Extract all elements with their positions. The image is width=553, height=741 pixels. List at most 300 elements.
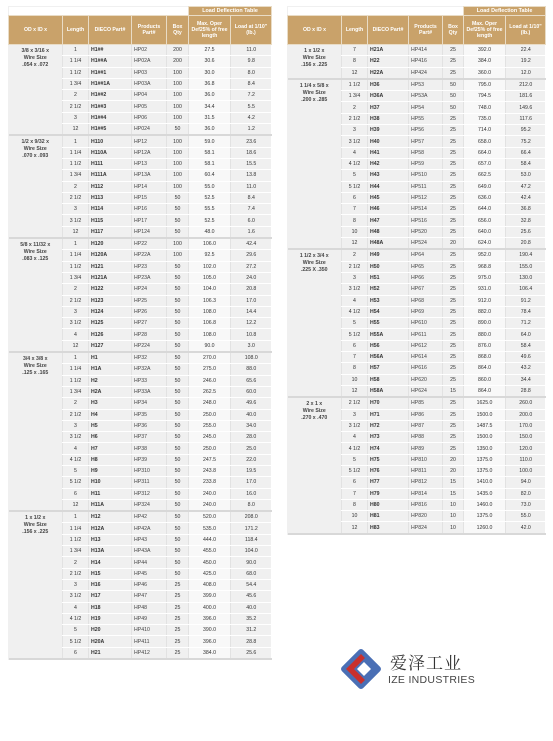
cell-dieco-part: H48A [368, 238, 409, 250]
cell-length: 6 [63, 647, 89, 659]
cell-load: 49.6 [231, 398, 272, 409]
cell-length: 6 [342, 340, 368, 351]
cell-load: 19.5 [231, 465, 272, 476]
cell-load: 27.2 [231, 261, 272, 272]
cell-box-qty: 100 [167, 101, 189, 112]
cell-max-oper-def: 240.0 [189, 499, 231, 511]
cell-box-qty: 50 [167, 352, 189, 364]
cell-max-oper-def: 1625.0 [464, 397, 506, 409]
cell-length: 4 1/2 [342, 443, 368, 454]
cell-products-part: HP53 [409, 79, 443, 91]
cell-max-oper-def: 250.0 [189, 443, 231, 454]
table-right [287, 6, 546, 535]
cell-load: 82.0 [506, 488, 546, 499]
cell-products-part: HP03A [132, 78, 167, 89]
cell-load: 25.6 [506, 226, 546, 237]
cell-box-qty: 100 [167, 78, 189, 89]
cell-box-qty: 50 [167, 204, 189, 215]
cell-load: 45.6 [231, 591, 272, 602]
cell-max-oper-def: 246.0 [189, 375, 231, 386]
cell-dieco-part: H20 [89, 625, 132, 636]
table-row [9, 352, 272, 364]
cell-max-oper-def: 520.0 [189, 511, 231, 523]
cell-max-oper-def: 880.0 [464, 329, 506, 340]
cell-box-qty: 100 [167, 112, 189, 123]
cell-box-qty: 50 [167, 398, 189, 409]
cell-box-qty: 100 [167, 147, 189, 158]
cell-products-part: HP64 [409, 249, 443, 261]
cell-products-part: HP514 [409, 204, 443, 215]
cell-products-part: HP22 [132, 238, 167, 250]
cell-length: 2 [63, 557, 89, 568]
cell-load: 23.6 [231, 135, 272, 147]
cell-box-qty: 100 [167, 238, 189, 250]
logo-chinese-text: 爱泽工业 [390, 654, 462, 674]
cell-dieco-part: H117 [89, 226, 132, 238]
cell-box-qty: 100 [167, 135, 189, 147]
cell-products-part: HP424 [409, 67, 443, 79]
cell-load: 28.8 [231, 636, 272, 647]
col-od-id: OD x ID x [9, 16, 63, 45]
cell-box-qty: 25 [443, 420, 464, 431]
cell-box-qty: 50 [167, 523, 189, 534]
cell-load: 28.0 [231, 432, 272, 443]
cell-box-qty: 50 [167, 340, 189, 352]
cell-dieco-part: H114 [89, 204, 132, 215]
size-group-size: 3/4 x 3/8 x [22, 356, 48, 363]
cell-load: 42.0 [506, 522, 546, 534]
cell-products-part: HP814 [409, 488, 443, 499]
cell-length: 1 [63, 45, 89, 56]
cell-length: 1 1/4 [63, 147, 89, 158]
cell-products-part: HP35 [132, 409, 167, 420]
cell-load: 95.2 [506, 125, 546, 136]
cell-load: 120.0 [506, 443, 546, 454]
size-group-label [288, 249, 342, 397]
cell-dieco-part: H123 [89, 295, 132, 306]
cell-load: 7.4 [231, 204, 272, 215]
cell-dieco-part: H13A [89, 546, 132, 557]
cell-max-oper-def: 106.3 [189, 295, 231, 306]
cell-products-part: HP68 [409, 295, 443, 306]
cell-load: 19.2 [506, 56, 546, 67]
col-products: Products Part# [132, 16, 167, 45]
cell-load: 43.2 [506, 363, 546, 374]
cell-max-oper-def: 34.4 [189, 101, 231, 112]
cell-products-part: HP324 [132, 499, 167, 511]
cell-dieco-part: H4 [89, 409, 132, 420]
cell-max-oper-def: 104.0 [189, 284, 231, 295]
cell-max-oper-def: 714.0 [464, 125, 506, 136]
cell-dieco-part: H121A [89, 272, 132, 283]
cell-max-oper-def: 882.0 [464, 306, 506, 317]
cell-max-oper-def: 876.0 [464, 340, 506, 351]
cell-dieco-part: H1##3 [89, 101, 132, 112]
cell-length: 12 [342, 67, 368, 79]
cell-load: 12.0 [506, 67, 546, 79]
cell-length: 12 [63, 226, 89, 238]
size-group-dims: .083 x .125 [22, 256, 49, 263]
cell-length: 1 1/2 [63, 158, 89, 169]
cell-max-oper-def: 396.0 [189, 636, 231, 647]
cell-load: 42.4 [231, 238, 272, 250]
cell-box-qty: 100 [167, 170, 189, 181]
cell-max-oper-def: 270.0 [189, 352, 231, 364]
cell-dieco-part: H58 [368, 374, 409, 385]
cell-load: 90.0 [231, 557, 272, 568]
cell-products-part: HP610 [409, 318, 443, 329]
cell-dieco-part: H75 [368, 454, 409, 465]
cell-load: 17.0 [231, 477, 272, 488]
cell-products-part: HP414 [409, 45, 443, 56]
cell-max-oper-def: 952.0 [464, 249, 506, 261]
cell-dieco-part: H41 [368, 147, 409, 158]
cell-box-qty: 25 [443, 397, 464, 409]
cell-box-qty: 50 [443, 102, 464, 113]
cell-box-qty: 50 [167, 568, 189, 579]
cell-load: 25.6 [231, 647, 272, 659]
cell-max-oper-def: 860.0 [464, 374, 506, 385]
cell-max-oper-def: 233.8 [189, 477, 231, 488]
cell-products-part: HP410 [132, 625, 167, 636]
cell-dieco-part: H56 [368, 340, 409, 351]
cell-dieco-part: H122 [89, 284, 132, 295]
cell-products-part: HP17 [132, 215, 167, 226]
cell-load: 8.0 [231, 499, 272, 511]
cell-max-oper-def: 30.6 [189, 56, 231, 67]
cell-box-qty: 50 [167, 488, 189, 499]
cell-products-part: HP86 [409, 409, 443, 420]
cell-box-qty: 25 [443, 261, 464, 272]
size-group-dims: .070 x .093 [22, 153, 49, 160]
cell-dieco-part: H45 [368, 192, 409, 203]
cell-box-qty: 50 [443, 91, 464, 102]
size-group-size: 3/8 x 3/16 x [21, 48, 49, 54]
cell-dieco-part: H9 [89, 465, 132, 476]
cell-products-part: HP04 [132, 90, 167, 101]
cell-dieco-part: H1##2 [89, 90, 132, 101]
cell-box-qty: 25 [443, 136, 464, 147]
cell-dieco-part: H83 [368, 522, 409, 534]
cell-products-part: HP46 [132, 579, 167, 590]
cell-load: 22.0 [231, 454, 272, 465]
ize-logo [338, 646, 498, 692]
cell-dieco-part: H13 [89, 534, 132, 545]
load-deflection-header: Load Deflection Table [189, 7, 272, 16]
cell-length: 3 [63, 579, 89, 590]
cell-length: 4 1/2 [63, 454, 89, 465]
size-group-size: 1/2 x 9/32 x [21, 139, 49, 146]
cell-box-qty: 50 [167, 284, 189, 295]
cell-length: 2 1/2 [63, 192, 89, 203]
cell-length: 2 [63, 90, 89, 101]
cell-max-oper-def: 656.0 [464, 215, 506, 226]
cell-max-oper-def: 255.0 [189, 420, 231, 431]
cell-length: 1 [63, 238, 89, 250]
cell-max-oper-def: 106.8 [189, 318, 231, 329]
cell-dieco-part: H112 [89, 181, 132, 192]
cell-products-part: HP05 [132, 101, 167, 112]
cell-dieco-part: H81 [368, 511, 409, 522]
cell-dieco-part: H54 [368, 306, 409, 317]
cell-dieco-part: H11 [89, 488, 132, 499]
cell-box-qty: 15 [443, 477, 464, 488]
cell-length: 8 [342, 215, 368, 226]
cell-dieco-part: H14 [89, 557, 132, 568]
cell-box-qty: 100 [167, 158, 189, 169]
col-dieco: DIECO Part# [89, 16, 132, 45]
cell-products-part: HP49 [132, 613, 167, 624]
cell-dieco-part: H20A [89, 636, 132, 647]
ize-logo-icon [338, 646, 384, 692]
cell-max-oper-def: 108.0 [189, 306, 231, 317]
cell-max-oper-def: 455.0 [189, 546, 231, 557]
cell-products-part: HP624 [409, 385, 443, 397]
cell-load: 78.4 [506, 306, 546, 317]
cell-load: 91.2 [506, 295, 546, 306]
cell-load: 8.0 [231, 67, 272, 78]
cell-products-part: HP55 [409, 113, 443, 124]
cell-dieco-part: H44 [368, 181, 409, 192]
cell-box-qty: 50 [167, 261, 189, 272]
table-row [9, 238, 272, 250]
cell-dieco-part: H19 [89, 613, 132, 624]
cell-box-qty: 10 [443, 522, 464, 534]
cell-products-part: HP67 [409, 284, 443, 295]
cell-products-part: HP69 [409, 306, 443, 317]
cell-max-oper-def: 664.0 [464, 147, 506, 158]
size-group-dims: .200 x .285 [301, 96, 328, 103]
cell-load: 20.8 [231, 284, 272, 295]
cell-dieco-part: H1##5 [89, 124, 132, 136]
cell-max-oper-def: 624.0 [464, 238, 506, 250]
cell-load: 75.2 [506, 136, 546, 147]
cell-max-oper-def: 636.0 [464, 192, 506, 203]
cell-box-qty: 25 [167, 613, 189, 624]
cell-load: 8.4 [231, 78, 272, 89]
cell-dieco-part: H77 [368, 477, 409, 488]
size-group-label [9, 45, 63, 136]
cell-box-qty: 25 [443, 249, 464, 261]
cell-load: 190.4 [506, 249, 546, 261]
cell-box-qty: 200 [167, 45, 189, 56]
cell-box-qty: 25 [443, 45, 464, 56]
cell-max-oper-def: 30.0 [189, 67, 231, 78]
cell-load: 106.4 [506, 284, 546, 295]
cell-box-qty: 50 [167, 295, 189, 306]
size-group-label [9, 135, 63, 238]
cell-products-part: HP38 [132, 443, 167, 454]
cell-box-qty: 50 [167, 465, 189, 476]
cell-max-oper-def: 968.8 [464, 261, 506, 272]
cell-load: 35.2 [231, 613, 272, 624]
cell-box-qty: 25 [167, 602, 189, 613]
cell-load: 260.0 [506, 397, 546, 409]
cell-length: 7 [342, 352, 368, 363]
cell-max-oper-def: 55.5 [189, 204, 231, 215]
cell-products-part: HP13A [132, 170, 167, 181]
cell-products-part: HP24 [132, 284, 167, 295]
cell-load: 208.0 [231, 511, 272, 523]
cell-products-part: HP39 [132, 454, 167, 465]
cell-max-oper-def: 243.8 [189, 465, 231, 476]
cell-length: 12 [342, 522, 368, 534]
cell-box-qty: 50 [167, 432, 189, 443]
cell-box-qty: 200 [167, 56, 189, 67]
cell-length: 1 1/2 [63, 375, 89, 386]
cell-load: 118.4 [231, 534, 272, 545]
cell-length: 8 [342, 499, 368, 510]
table-row [288, 45, 546, 56]
cell-length: 5 1/2 [63, 477, 89, 488]
cell-dieco-part: H111 [89, 158, 132, 169]
cell-products-part: HP06 [132, 112, 167, 123]
cell-products-part: HP12 [132, 135, 167, 147]
cell-length: 5 1/2 [342, 465, 368, 476]
size-group-wire: Wire Size [302, 260, 326, 267]
cell-max-oper-def: 1350.0 [464, 443, 506, 454]
cell-dieco-part: H3 [89, 398, 132, 409]
cell-load: 117.6 [506, 113, 546, 124]
cell-load: 110.0 [506, 454, 546, 465]
cell-products-part: HP34 [132, 398, 167, 409]
cell-load: 200.0 [506, 409, 546, 420]
cell-load: 1.6 [231, 226, 272, 238]
cell-dieco-part: H124 [89, 306, 132, 317]
size-group-label [9, 238, 63, 352]
cell-dieco-part: H1##1 [89, 67, 132, 78]
cell-max-oper-def: 658.0 [464, 136, 506, 147]
cell-length: 12 [63, 340, 89, 352]
cell-products-part: HP810 [409, 454, 443, 465]
cell-length: 1 1/2 [63, 261, 89, 272]
cell-products-part: HP310 [132, 465, 167, 476]
cell-max-oper-def: 396.0 [189, 613, 231, 624]
cell-length: 3 1/2 [63, 318, 89, 329]
cell-load: 4.2 [231, 112, 272, 123]
cell-dieco-part: H1##1A [89, 78, 132, 89]
cell-box-qty: 50 [167, 557, 189, 568]
cell-dieco-part: H46 [368, 204, 409, 215]
table-row [9, 511, 272, 523]
cell-max-oper-def: 392.0 [464, 45, 506, 56]
cell-products-part: HP512 [409, 192, 443, 203]
cell-dieco-part: H74 [368, 443, 409, 454]
cell-length: 3 [63, 306, 89, 317]
cell-dieco-part: H39 [368, 125, 409, 136]
cell-max-oper-def: 52.5 [189, 215, 231, 226]
cell-dieco-part: H1 [89, 352, 132, 364]
cell-length: 10 [342, 374, 368, 385]
cell-box-qty: 25 [443, 125, 464, 136]
cell-products-part: HP25 [132, 295, 167, 306]
cell-box-qty: 50 [167, 226, 189, 238]
cell-length: 1 3/4 [63, 386, 89, 397]
cell-products-part: HP812 [409, 477, 443, 488]
cell-dieco-part: H76 [368, 465, 409, 476]
cell-length: 3 [342, 409, 368, 420]
cell-dieco-part: H110A [89, 147, 132, 158]
cell-max-oper-def: 864.0 [464, 385, 506, 397]
cell-dieco-part: H53 [368, 295, 409, 306]
cell-products-part: HP824 [409, 522, 443, 534]
cell-box-qty: 25 [167, 591, 189, 602]
cell-dieco-part: H22A [368, 67, 409, 79]
cell-load: 10.8 [231, 329, 272, 340]
cell-length: 4 1/2 [342, 158, 368, 169]
cell-max-oper-def: 262.5 [189, 386, 231, 397]
cell-load: 8.4 [231, 192, 272, 203]
cell-box-qty: 25 [443, 352, 464, 363]
cell-products-part: HP58 [409, 147, 443, 158]
cell-dieco-part: H55 [368, 318, 409, 329]
cell-products-part: HP22A [132, 250, 167, 261]
cell-load: 66.4 [506, 147, 546, 158]
cell-length: 2 1/2 [63, 295, 89, 306]
cell-length: 5 [342, 318, 368, 329]
cell-max-oper-def: 975.0 [464, 272, 506, 283]
cell-box-qty: 25 [443, 432, 464, 443]
size-group-size: 1 1/2 x 3/4 x [299, 253, 329, 260]
cell-length: 1 1/4 [63, 250, 89, 261]
cell-box-qty: 15 [443, 488, 464, 499]
cell-load: 155.0 [506, 261, 546, 272]
cell-max-oper-def: 55.0 [189, 181, 231, 192]
cell-products-part: HP816 [409, 499, 443, 510]
col-max: Max. Oper Def25% of free length [189, 16, 231, 45]
cell-load: 6.0 [231, 215, 272, 226]
cell-max-oper-def: 735.0 [464, 113, 506, 124]
cell-products-part: HP312 [132, 488, 167, 499]
cell-products-part: HP13 [132, 158, 167, 169]
cell-products-part: HP43A [132, 546, 167, 557]
cell-max-oper-def: 748.0 [464, 102, 506, 113]
cell-load: 94.0 [506, 477, 546, 488]
cell-box-qty: 25 [443, 158, 464, 169]
cell-length: 2 [342, 249, 368, 261]
cell-max-oper-def: 794.5 [464, 91, 506, 102]
cell-products-part: HP02A [132, 56, 167, 67]
cell-load: 58.4 [506, 158, 546, 169]
cell-products-part: HP224 [132, 340, 167, 352]
size-group-label [288, 79, 342, 249]
cell-length: 12 [342, 385, 368, 397]
cell-length: 1 1/2 [63, 67, 89, 78]
cell-products-part: HP44 [132, 557, 167, 568]
cell-max-oper-def: 275.0 [189, 364, 231, 375]
size-group-dims: .054 x .072 [22, 62, 49, 68]
cell-max-oper-def: 408.0 [189, 579, 231, 590]
cell-load: 20.8 [506, 238, 546, 250]
size-group-dims: .270 x .470 [301, 415, 328, 422]
cell-box-qty: 15 [443, 385, 464, 397]
cell-length: 5 [342, 454, 368, 465]
cell-max-oper-def: 1260.0 [464, 522, 506, 534]
size-group-label [9, 511, 63, 659]
cell-dieco-part: H121 [89, 261, 132, 272]
cell-max-oper-def: 1375.0 [464, 511, 506, 522]
cell-load: 47.2 [506, 181, 546, 192]
cell-products-part: HP611 [409, 329, 443, 340]
cell-dieco-part: H1A [89, 364, 132, 375]
col-box: Box Qty [443, 16, 464, 45]
cell-box-qty: 25 [167, 579, 189, 590]
cell-load: 149.6 [506, 102, 546, 113]
cell-length: 5 [342, 170, 368, 181]
cell-load: 130.0 [506, 272, 546, 283]
cell-load: 36.8 [506, 204, 546, 215]
cell-max-oper-def: 36.0 [189, 124, 231, 136]
